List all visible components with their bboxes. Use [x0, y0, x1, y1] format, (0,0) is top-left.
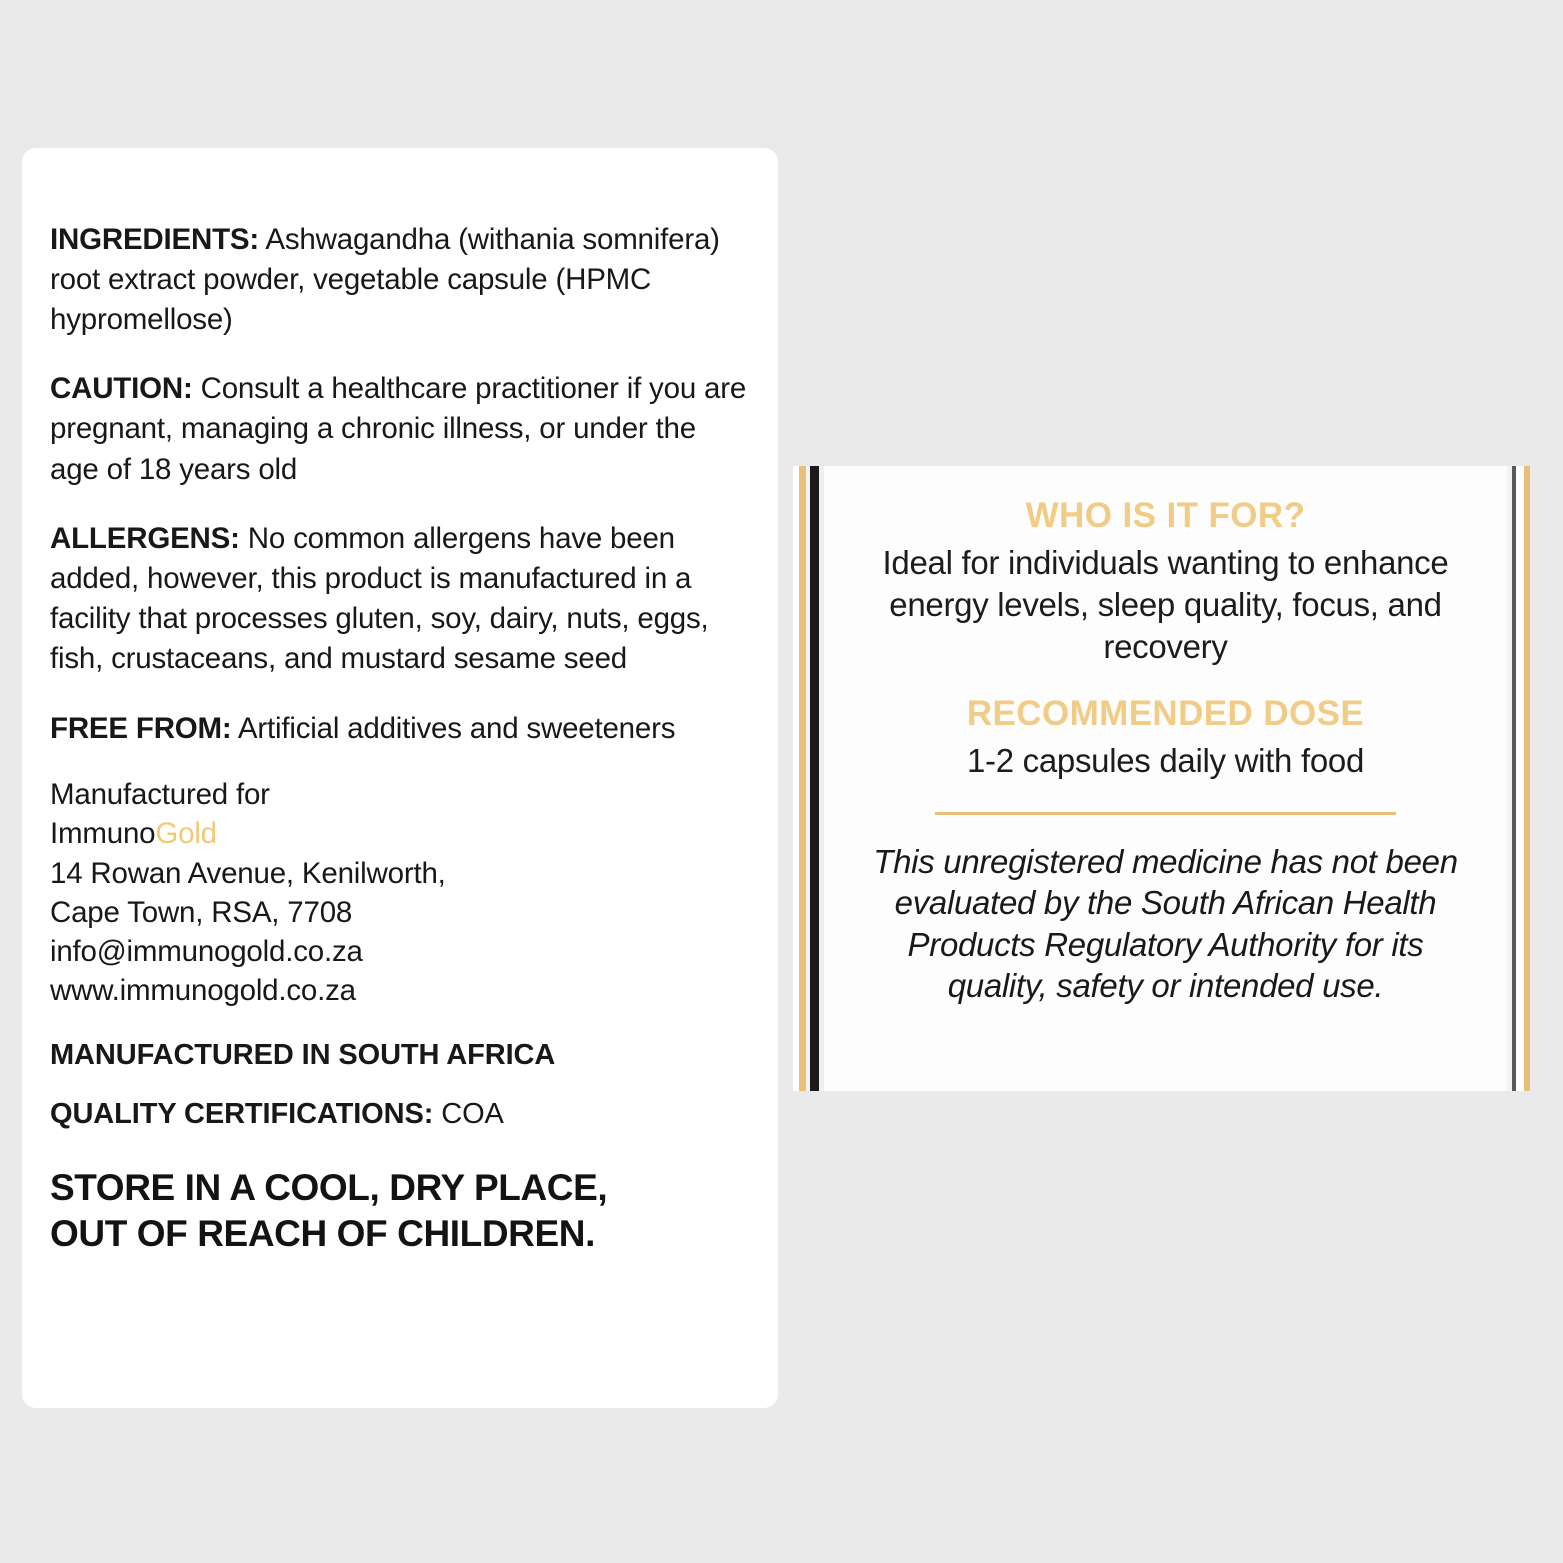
address-line-2: Cape Town, RSA, 7708: [50, 895, 353, 929]
stripe-gold: [799, 466, 806, 1091]
recommended-dose-body: 1-2 capsules daily with food: [967, 741, 1364, 779]
free-from-label: FREE FROM:: [50, 712, 232, 746]
allergens-section: [50, 519, 750, 679]
brand-name-first: Immuno: [50, 817, 156, 851]
storage-instruction: [50, 1165, 750, 1258]
free-from-text: Artificial additives and sweeteners: [231, 712, 676, 746]
ingredients-label: INGREDIENTS:: [50, 222, 260, 256]
manufacturer-block: [50, 775, 750, 1010]
brand-name: [50, 814, 750, 853]
right-edge-stripes: [1507, 466, 1530, 1091]
caution-label: CAUTION:: [50, 372, 193, 406]
recommended-dose-heading: RECOMMENDED DOSE: [966, 693, 1365, 733]
brand-name-second: Gold: [155, 817, 217, 851]
quality-certifications-value: COA: [433, 1097, 504, 1130]
caution-text: Consult a healthcare practitioner if you are pregnant, managing a chronic illness, or under the age of 18 years old: [50, 372, 747, 486]
gold-divider: [935, 812, 1396, 815]
allergens-text: No common allergens have been added, however, this product is manufactured in a facility that processes gluten, soy, dairy, nuts, eggs, fish, crustaceans, and mustard sesame seed: [50, 522, 709, 676]
manufactured-for-label: Manufactured for: [50, 778, 270, 812]
stripe-dark: [810, 466, 819, 1091]
ingredients-panel: [22, 148, 778, 1408]
manufactured-in-line: MANUFACTURED IN SOUTH AFRICA: [50, 1038, 556, 1071]
who-is-it-for-body: Ideal for individuals wanting to enhance energy levels, sleep quality, focus, and recovery: [882, 544, 1449, 665]
contact-email[interactable]: info@immunogold.co.za: [50, 935, 363, 969]
info-card: [824, 466, 1507, 1091]
address-line-1: 14 Rowan Avenue, Kenilworth,: [50, 856, 446, 890]
regulatory-disclaimer: This unregistered medicine has not been evaluated by the South African Health Products Regulatory Authority for its quality, safety or intended use.: [873, 842, 1458, 1005]
free-from-section: [50, 709, 750, 749]
ingredients-section: [50, 220, 750, 340]
quality-certifications-line: [50, 1098, 750, 1131]
info-panel: [793, 466, 1530, 1091]
allergens-label: ALLERGENS:: [50, 522, 240, 556]
quality-certifications-label: QUALITY CERTIFICATIONS:: [50, 1097, 434, 1130]
storage-line-2: OUT OF REACH OF CHILDREN.: [50, 1212, 595, 1254]
stripe-gold-right: [1524, 466, 1530, 1091]
contact-website[interactable]: www.immunogold.co.za: [50, 974, 356, 1008]
caution-section: [50, 369, 750, 489]
who-is-it-for-heading: WHO IS IT FOR?: [1025, 496, 1306, 535]
ingredients-text: Ashwagandha (withania somnifera) root extract powder, vegetable capsule (HPMC hypromellose): [50, 222, 720, 336]
left-edge-stripes: [793, 466, 824, 1091]
storage-line-1: STORE IN A COOL, DRY PLACE,: [50, 1166, 608, 1208]
stripe-white-right: [1516, 466, 1524, 1091]
